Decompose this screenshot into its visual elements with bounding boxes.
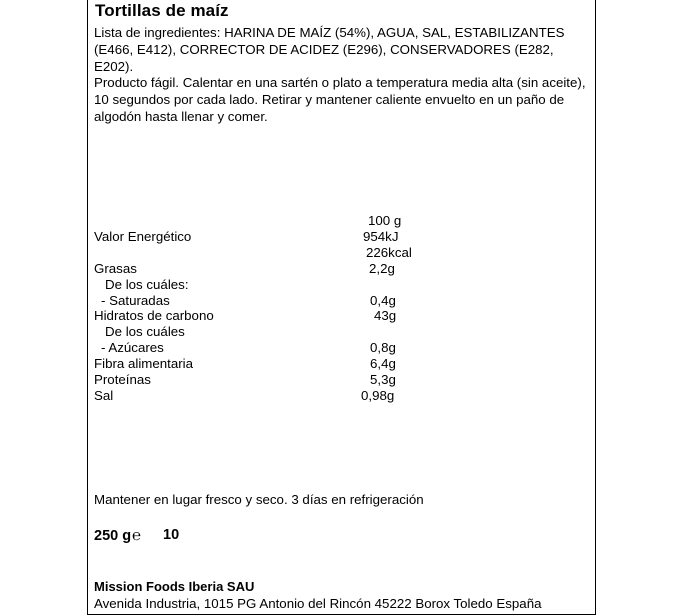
- nutrient-value: 0,4g: [370, 293, 396, 308]
- nutrient-label: Fibra alimentaria: [94, 356, 194, 371]
- net-weight-value: 250 g: [94, 528, 132, 544]
- storage-instructions: Mantener en lugar fresco y seco. 3 días en refrigeración: [94, 492, 424, 507]
- energy-kcal: 226kcal: [366, 245, 412, 260]
- preparation-instructions: Producto fágil. Calentar en una sartén o plato a temperatura media alta (sin aceite), 10 segundos por cada lado. Retirar y mantener caliente envuelto en un paño de algodón hasta llenar y comer.: [94, 75, 586, 124]
- nutrient-label: - Saturadas: [101, 293, 170, 308]
- nutrient-label: Sal: [94, 388, 114, 403]
- estimated-sign-icon: ℮: [132, 527, 142, 544]
- energy-kj: 954kJ: [363, 229, 399, 244]
- company-name: Mission Foods Iberia SAU: [94, 579, 255, 594]
- portion-count: 10: [163, 527, 180, 543]
- net-weight: [94, 527, 144, 544]
- nutrient-label: Hidratos de carbono: [94, 308, 214, 323]
- nutrient-label: De los cuáles: [105, 324, 185, 339]
- nutrient-label: De los cuáles:: [105, 277, 189, 292]
- nutrient-value: 43g: [374, 308, 397, 323]
- nutrient-label: - Azúcares: [101, 340, 164, 355]
- energy-label: Valor Energético: [94, 229, 192, 244]
- product-title: Tortillas de maíz: [95, 1, 229, 20]
- nutrient-value: 0,8g: [370, 340, 396, 355]
- nutrient-value: 2,2g: [369, 261, 395, 276]
- nutrient-value: 0,98g: [361, 388, 395, 403]
- company-address: Avenida Industria, 1015 PG Antonio del Rincón 45222 Borox Toledo España: [94, 596, 542, 611]
- nutrition-header: 100 g: [368, 213, 402, 228]
- nutrient-label: Grasas: [94, 261, 137, 276]
- nutrient-value: 6,4g: [370, 356, 396, 371]
- ingredients-list: Lista de ingredientes: HARINA DE MAÍZ (54%), AGUA, SAL, ESTABILIZANTES (E466, E412), CORRECTOR DE ACIDEZ (E296), CONSERVADORES (E282, E202).: [94, 25, 565, 74]
- nutrient-value: 5,3g: [370, 372, 396, 387]
- nutrient-label: Proteínas: [94, 372, 151, 387]
